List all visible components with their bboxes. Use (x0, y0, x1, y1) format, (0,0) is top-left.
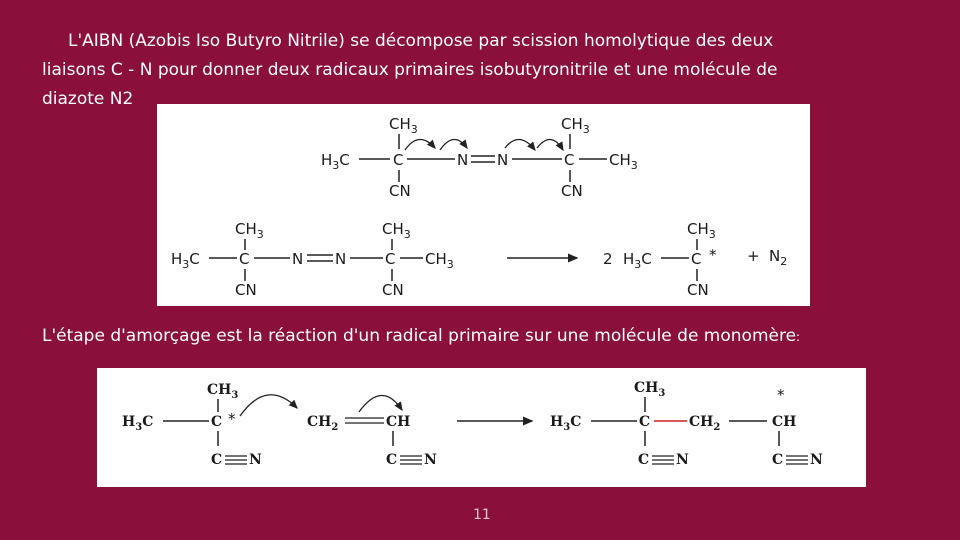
monomer-ch2: $CH_2$ (307, 414, 339, 433)
top-left-ch3: $CH_3$ (389, 115, 418, 136)
bottom-left-cn: CN (235, 281, 257, 299)
monomer (307, 414, 437, 468)
initiation-curved-arrow-1 (240, 395, 297, 416)
radical-cn-n: N (249, 452, 262, 468)
product-cn-c-left: C (638, 452, 650, 468)
amorcage-paragraph (42, 322, 922, 352)
curved-arrow-4 (537, 139, 563, 150)
product-cn-c-right: C (772, 452, 784, 468)
radical-mark: * (228, 410, 236, 428)
top-left-cn: CN (389, 182, 411, 200)
initiation-curved-arrow-2 (359, 395, 402, 412)
product-cn-n-right: N (810, 452, 823, 468)
monomer-ch: CH (386, 414, 411, 430)
aibn-reaction-equation (171, 220, 787, 299)
bottom-n-left: N (292, 250, 304, 268)
bottom-left-c: C (239, 250, 250, 268)
top-right-upper-ch3: $CH_3$ (561, 115, 590, 136)
amorcage-colon: : (796, 330, 801, 344)
top-right-ch3: $CH_3$ (609, 151, 638, 172)
page-number: 11 (473, 507, 491, 523)
product-ch: CH (772, 414, 797, 430)
radical-cn-c: C (211, 452, 223, 468)
n2-product: $N_2$ (769, 247, 788, 268)
aibn-structure-top (321, 115, 638, 200)
bottom-right-ch3: $CH_3$ (425, 250, 454, 271)
initiation-step-svg (97, 368, 866, 487)
aibn-decomposition-svg (157, 104, 810, 306)
bottom-n-right: N (335, 250, 347, 268)
amorcage-text: L'étape d'amorçage est la réaction d'un radical primaire sur une molécule de monomère (42, 326, 797, 346)
aibn-decomposition-figure (157, 104, 810, 306)
product-h3c: $H_3C$ (550, 414, 582, 433)
radical-ch3: $CH_3$ (207, 382, 239, 401)
curved-arrow-3 (505, 139, 535, 150)
bottom-right-c: C (385, 250, 396, 268)
intro-line-2: liaisons C - N pour donner deux radicaux primaires isobutyronitrile et une molécule de (42, 60, 778, 80)
top-n-left: N (457, 151, 469, 169)
bottom-right-cn: CN (382, 281, 404, 299)
radical-c: C (691, 250, 702, 268)
initiation-step-figure (97, 368, 866, 487)
bottom-right-upper-ch3: $CH_3$ (382, 220, 411, 241)
radical-h3c-2: $H_3C$ (122, 414, 154, 433)
curved-arrow-1 (405, 139, 435, 150)
initiation-product (550, 380, 823, 468)
plus-sign: + (747, 247, 760, 265)
product-radical-mark: * (777, 386, 785, 404)
radical-upper-ch3: $CH_3$ (687, 220, 716, 241)
radical-central-c: C (211, 414, 223, 430)
top-left-h3c: $H_3C$ (321, 151, 350, 172)
curved-arrow-2 (440, 139, 467, 150)
intro-paragraph (42, 27, 922, 114)
top-right-central-c: C (564, 151, 575, 169)
bottom-left-upper-ch3: $CH_3$ (235, 220, 264, 241)
radical-h3c: $H_3C$ (623, 250, 652, 271)
bottom-h3c: $H_3C$ (171, 250, 200, 271)
intro-line-1: L'AIBN (Azobis Iso Butyro Nitrile) se décompose par scission homolytique des deux (68, 31, 774, 51)
radical-dot: * (709, 246, 717, 264)
primary-radical (122, 382, 262, 468)
monomer-cn-c: C (386, 452, 398, 468)
product-ch2: $CH_2$ (689, 414, 721, 433)
top-left-central-c: C (393, 151, 404, 169)
intro-line-3: diazote N2 (42, 89, 134, 109)
coefficient-2: 2 (603, 250, 613, 268)
product-cn-n-left: N (676, 452, 689, 468)
product-central-c: C (639, 414, 651, 430)
product-ch3: $CH_3$ (634, 380, 666, 399)
top-right-cn: CN (561, 182, 583, 200)
top-n-right: N (497, 151, 509, 169)
radical-cn: CN (687, 281, 709, 299)
monomer-cn-n: N (424, 452, 437, 468)
